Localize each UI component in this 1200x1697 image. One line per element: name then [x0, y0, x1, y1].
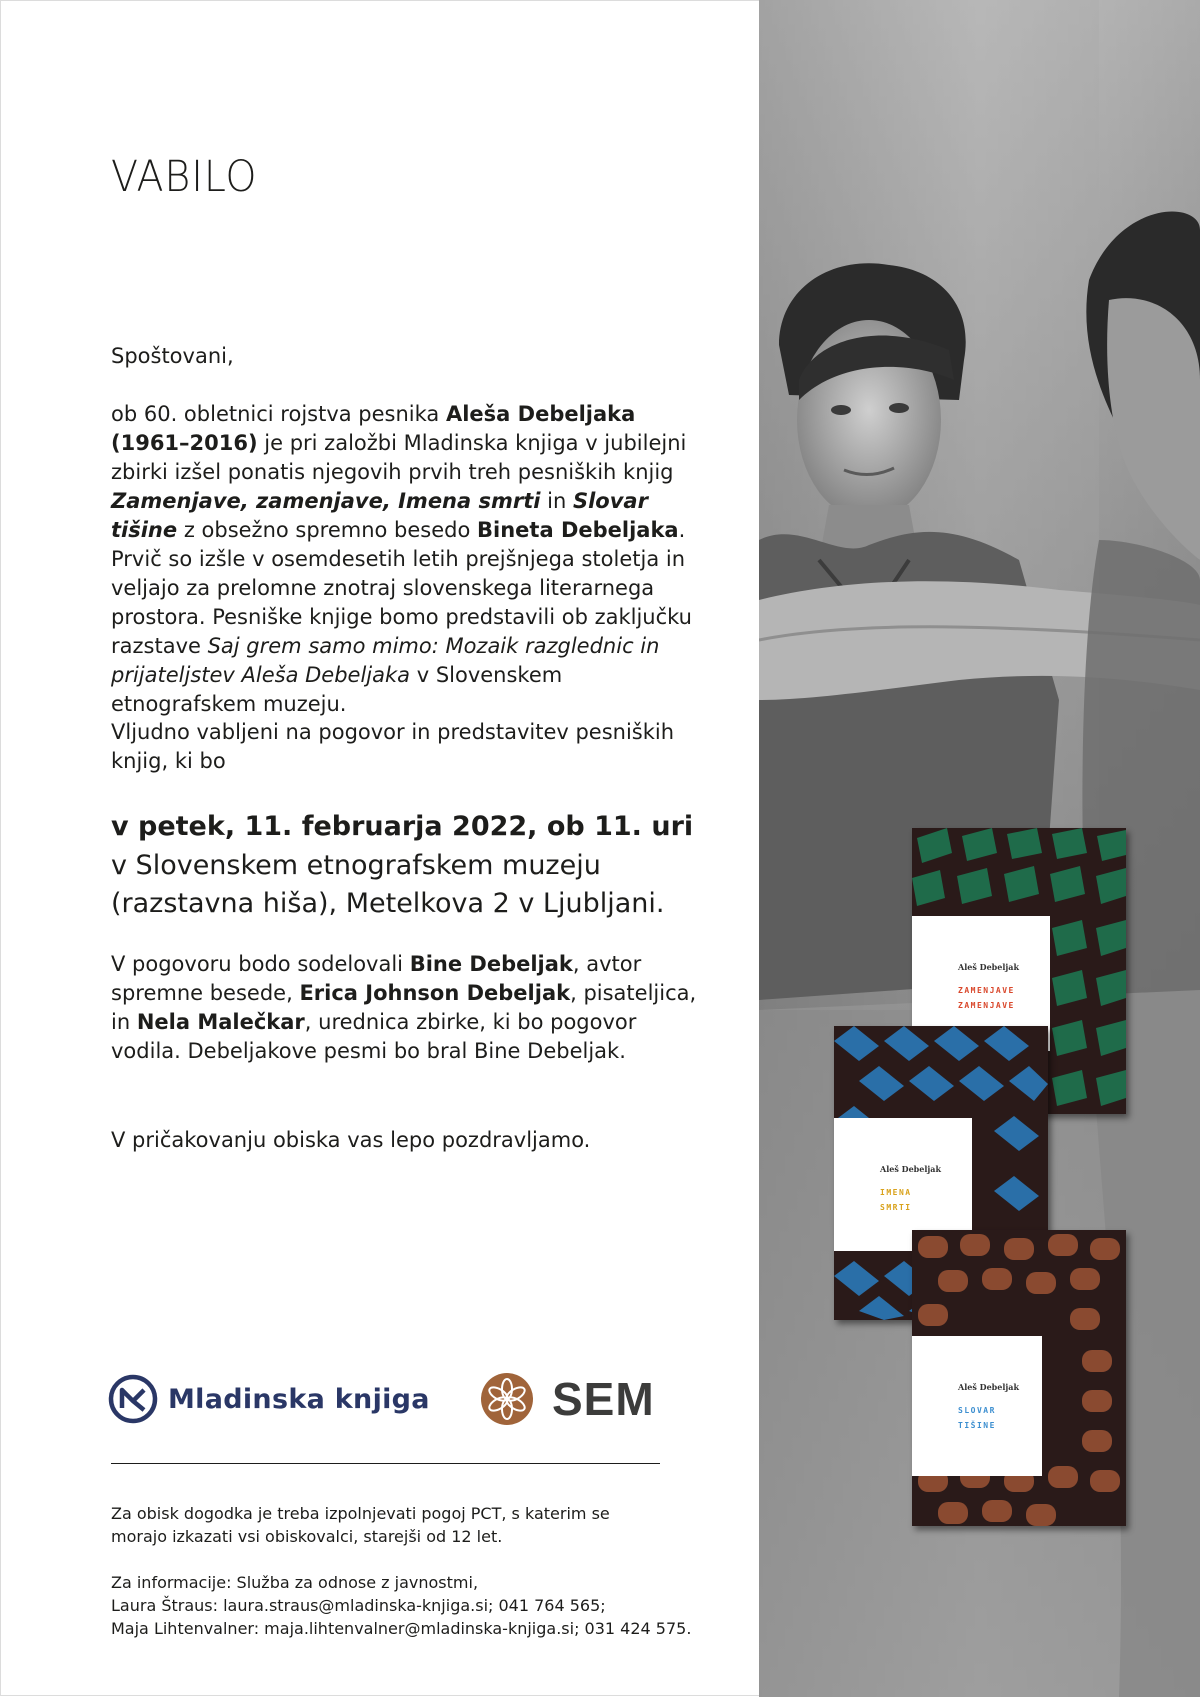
- text: , avtor spremne besede,: [111, 952, 642, 1005]
- cover-title-line2: SMRTI: [880, 1203, 912, 1212]
- page-title: VABILO: [111, 152, 258, 202]
- contact-line2: Laura Štraus: laura.straus@mladinska-knjiga.si; 041 764 565;: [111, 1596, 606, 1615]
- cover-title-line1: ZAMENJAVE: [958, 986, 1015, 995]
- closing: V pričakovanju obiska vas lepo pozdravljamo.: [111, 1128, 591, 1152]
- cover-title: [958, 983, 1015, 1013]
- sem-logo-text: SEM: [552, 1373, 655, 1425]
- text: z obsežno spremno besedo: [177, 518, 478, 542]
- event-place-line1: v Slovenskem etnografskem muzeju: [111, 850, 601, 881]
- cover-title: [880, 1185, 912, 1215]
- contact-info: [111, 1571, 731, 1640]
- cover-author: Aleš Debeljak: [958, 962, 1019, 972]
- mk-logo-text: Mladinska knjiga: [168, 1383, 430, 1415]
- mladinska-knjiga-logo: [108, 1370, 430, 1428]
- poet-photo: [759, 0, 1200, 1697]
- exhibition-title: Saj grem samo mimo: Mozaik razglednic in prijateljstev Aleša Debeljaka: [111, 634, 660, 687]
- sem-flower-icon: [480, 1372, 534, 1426]
- mk-logo-icon: [108, 1374, 158, 1424]
- event-place-line2: (razstavna hiša), Metelkova 2 v Ljubljani.: [111, 888, 665, 919]
- participant-1: Bine Debeljak: [409, 952, 573, 976]
- cover-title: [958, 1403, 996, 1433]
- contact-line1: Za informacije: Služba za odnose z javnostmi,: [111, 1573, 479, 1592]
- cover-title-line1: SLOVAR: [958, 1406, 996, 1415]
- pct-notice-line1: Za obisk dogodka je treba izpolnjevati pogoj PCT, s katerim se: [111, 1504, 610, 1523]
- book-titles: Zamenjave, zamenjave, Imena smrti: [111, 489, 541, 513]
- text: V pogovoru bodo sodelovali: [111, 952, 410, 976]
- text: v Slovenskem etnografskem muzeju.: [111, 663, 563, 716]
- poet-years: (1961–2016): [111, 431, 258, 455]
- sem-logo: [480, 1370, 655, 1428]
- cover-title-line2: TIŠINE: [958, 1421, 996, 1430]
- cover-author: Aleš Debeljak: [880, 1164, 941, 1174]
- book-cover-slovar-tisine: [912, 1230, 1126, 1526]
- divider: [111, 1463, 660, 1464]
- text: je pri založbi Mladinska knjiga v jubilejni zbirki izšel ponatis njegovih prvih treh pesniških knjig: [111, 431, 687, 484]
- participants-paragraph: [111, 950, 711, 1066]
- event-place: [111, 847, 711, 923]
- text: ob 60. obletnici rojstva pesnika: [111, 402, 446, 426]
- text: , urednica zbirke, ki bo pogovor vodila. Debeljakove pesmi bo bral Bine Debeljak.: [111, 1010, 637, 1063]
- cover-author: Aleš Debeljak: [958, 1382, 1019, 1392]
- invitation-paragraph: Vljudno vabljeni na pogovor in predstavitev pesniških knjig, ki bo: [111, 720, 675, 773]
- poet-name: Aleša Debeljaka: [445, 402, 636, 426]
- text: in: [540, 489, 573, 513]
- contact-line3: Maja Lihtenvalner: maja.lihtenvalner@mladinska-knjiga.si; 031 424 575.: [111, 1619, 692, 1638]
- event-datetime: v petek, 11. februarja 2022, ob 11. uri: [111, 811, 694, 842]
- cover-title-line1: IMENA: [880, 1188, 912, 1197]
- text: , pisateljica, in: [111, 981, 697, 1034]
- cover-title-line2: ZAMENJAVE: [958, 1001, 1015, 1010]
- greeting: Spoštovani,: [111, 344, 234, 368]
- pct-notice: [111, 1502, 731, 1548]
- afterword-author: Bineta Debeljaka: [477, 518, 679, 542]
- text: . Prvič so izšle v osemdesetih letih prejšnjega stoletja in veljajo za prelomne znotraj slovenskega literarnega prostora. Pesniške knjige bomo predstavili ob zaključku razstave: [111, 518, 692, 658]
- participant-2: Erica Johnson Debeljak: [299, 981, 571, 1005]
- cover-label: [912, 1336, 1042, 1476]
- pct-notice-line2: morajo izkazati vsi obiskovalci, starejši od 12 let.: [111, 1527, 503, 1546]
- book-title-3: Slovar tišine: [111, 489, 648, 542]
- intro-paragraph: [111, 400, 711, 719]
- participant-3: Nela Malečkar: [136, 1010, 305, 1034]
